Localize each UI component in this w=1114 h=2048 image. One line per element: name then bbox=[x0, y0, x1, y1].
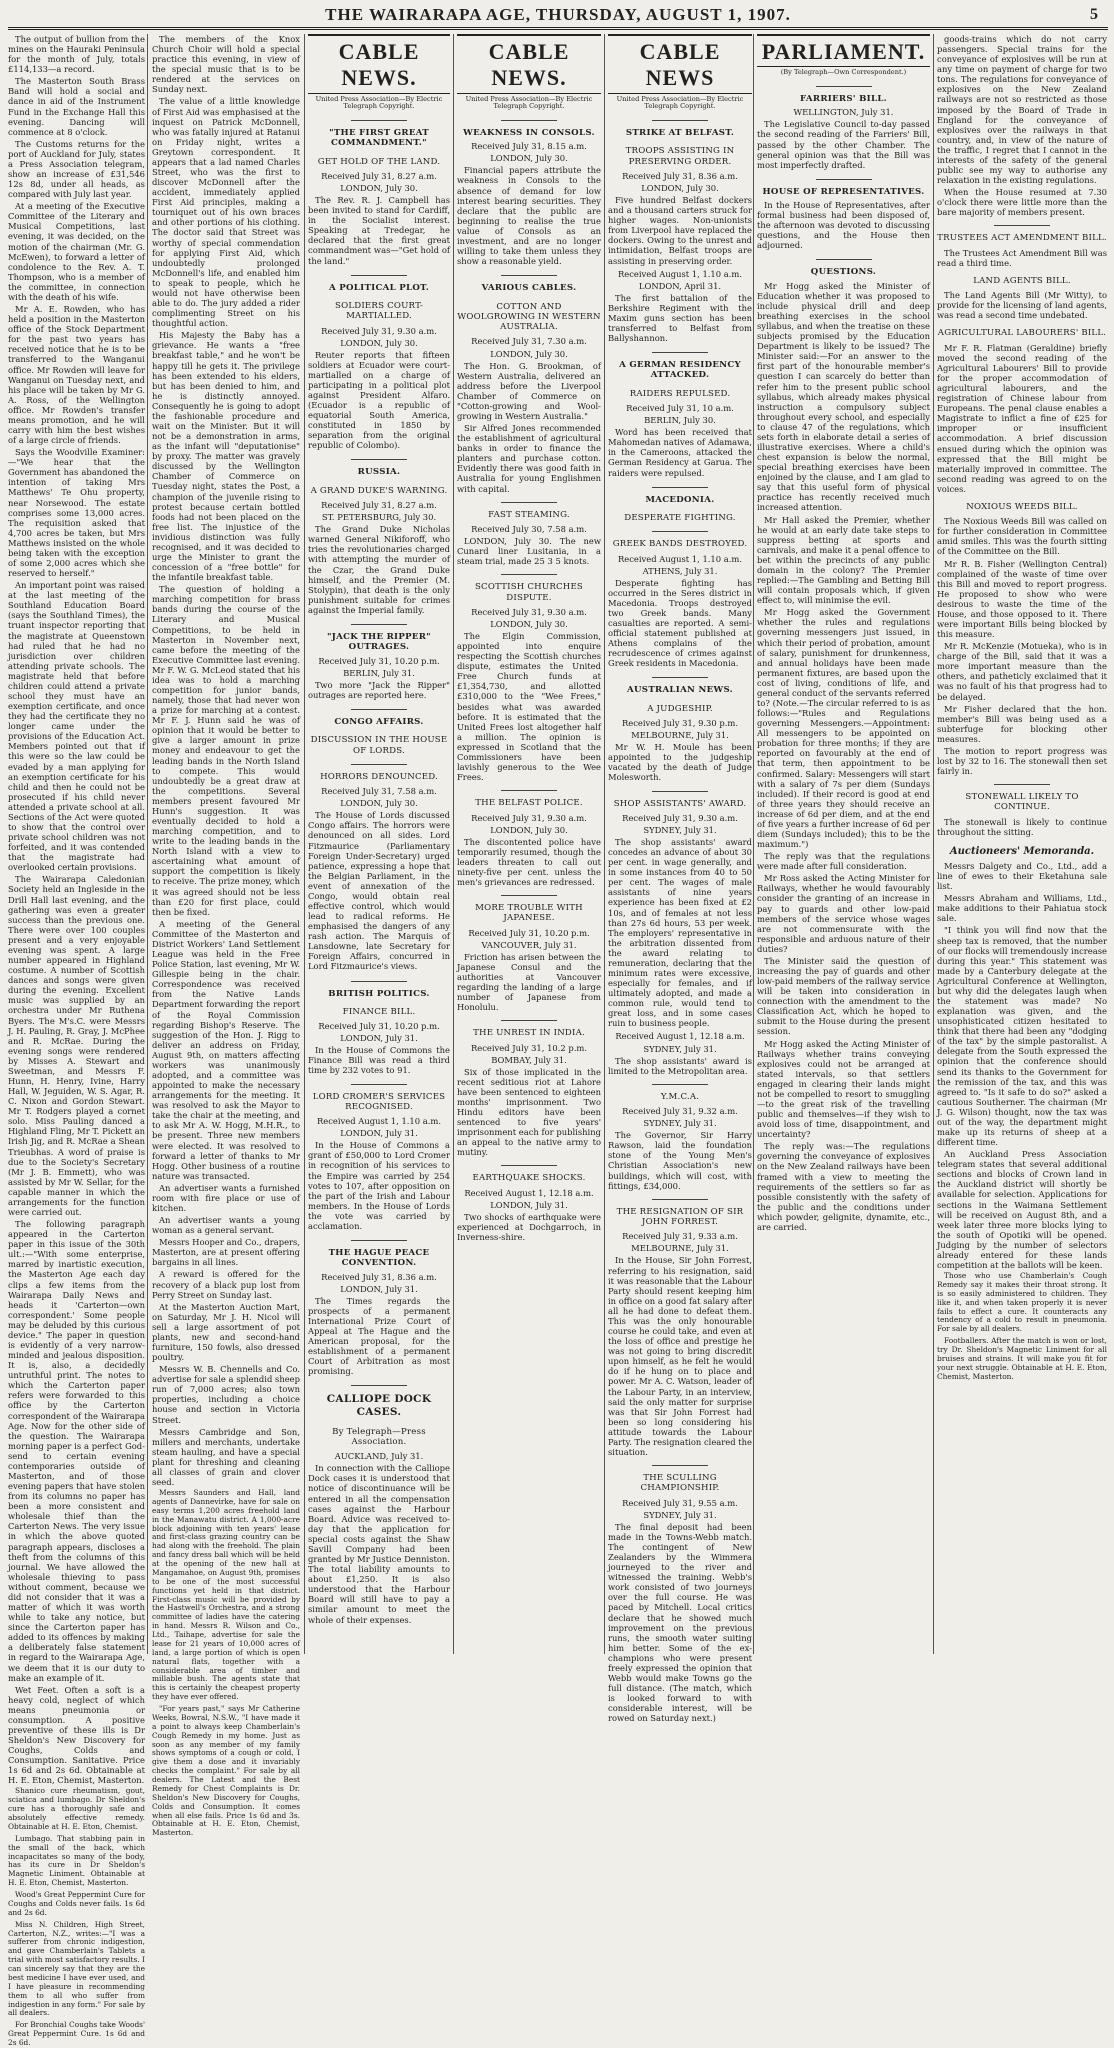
subheadline: STONEWALL LIKELY TO CONTINUE. bbox=[937, 784, 1107, 813]
column-rule bbox=[604, 34, 605, 1654]
column-rule bbox=[753, 34, 754, 1654]
advertisement: Lumbago. That stabbing pain in the small of the back, which incapacitates so many of the body, has its cure in Dr Sheldon's Magnetic Liniment. Obtainable at H. E. Eton, Chemist, Masterton. bbox=[8, 1833, 145, 1888]
column-rule bbox=[933, 34, 934, 1654]
column-7 bbox=[937, 34, 1107, 1654]
received-line: Received July 31, 9.30 a.m. bbox=[471, 606, 587, 617]
dateline: SYDNEY, July 31. bbox=[643, 1509, 717, 1520]
headline: THE HAGUE PEACE CONVENTION. bbox=[308, 1240, 450, 1269]
subheadline: FINANCE BILL. bbox=[342, 1006, 416, 1017]
column-rule bbox=[304, 34, 305, 1654]
received-line: Received July 31, 10.20 p.m. bbox=[318, 1021, 440, 1032]
paragraph: The Trustees Act Amendment Bill was read a third time. bbox=[937, 247, 1107, 268]
paragraph: Says the Woodville Examiner:—"We hear that the Government has abandoned the intention of taking Mrs Matthews' Te Ohu property, near Norsewood. The estate comprises some 13,000 acres. The requisition asked that 4,700 acres be taken, but Mrs Matthews insisted on the whole being taken with the exception of some 2,000 acres which she reserved to herself." bbox=[8, 447, 145, 579]
subheadline: DISCUSSION IN THE HOUSE OF LORDS. bbox=[310, 735, 448, 756]
paragraph: The Noxious Weeds Bill was called on for further consideration in Committee amid smiles. This was the fourth sitting of the Committee on the Bill. bbox=[937, 516, 1107, 557]
subheadline: GET HOLD OF THE LAND. bbox=[317, 156, 441, 167]
received-line: Received August 1, 1.10 a.m. bbox=[617, 268, 743, 279]
paragraph: Mr Hogg asked the Acting Minister of Railways whether trains conveying explosives could not be arranged at stated intervals, so that settlers engaged in clearing their lands might not be compelled to resort to smuggling—to the great risk of the travelling public and themselves—if they wish to avoid loss of time, disappointment, and uncertainty? bbox=[757, 1038, 930, 1140]
advertisement: Messrs Saunders and Hall, land agents of Dannevirke, have for sale on easy terms 1,200 acres freehold land in the Manawatu district. A 1,000-acre block adjoining with ten years' lease and first-class grazing country can be had along with the freehold. The plain and fancy dress ball which will be held at the opening of the new hall at Mangamahoe, on August 9th, promises to be one of the most successful functions yet held in that district. First-class music will be provided by the Hastwell's Orchestra, and a strong committee of ladies have the catering in hand. Messrs R. Wilson and Co., Ltd., Taihape, advertise for sale the lease for 21 years of 10,000 acres of land, a large portion of which is open natural flats, together with a considerable area of timber and millable bush. The agents state that this is certainly the cheapest property they have ever offered. bbox=[152, 1488, 300, 1702]
dateline: WELLINGTON, July 31. bbox=[793, 107, 894, 118]
column-5 bbox=[608, 34, 753, 1724]
paragraph: The Governor, Sir Harry Rawson, laid the foundation stone of the Young Men's Christian Association's new buildings, which will cost, with fittings, £34,000. bbox=[608, 1130, 752, 1191]
paragraph: Messrs Hooper and Co., drapers, Masterton, are at present offering bargains in all lines. bbox=[152, 1237, 300, 1268]
dateline: LONDON, July 30. bbox=[490, 348, 568, 359]
paragraph: In the House, Sir John Forrest, referring to his resignation, said it was reasonable that the Labour Party should resent keeping him in office on a good fat salary after all he had done to defeat them. This was the only honourable course he could take, and even at the loss of office and prestige he was not going to bring discredit upon himself, as he felt he would do if he hung on to place and power. Mr A. C. Watson, leader of the Labour Party, in an interview, said the only matter for surprise was that Sir John Forrest had been so long considering his attitude towards the Labour Party. The resignation cleared the situation. bbox=[608, 1255, 753, 1457]
dateline: LONDON, July 30. bbox=[490, 618, 568, 629]
dateline: MELBOURNE, July 31. bbox=[631, 730, 729, 741]
paragraph: At a meeting of the Executive Committee of the Literary and Musical Competitions, last evening, it was decided, on the motion of the chairman (Mr. G. McEwen), to forward a letter of condolence to the Rev. A. T. Thompson, who is a member of the committee, in connection with the death of his wife. bbox=[8, 201, 145, 302]
dateline: LONDON, July 30. bbox=[490, 824, 568, 835]
headline: A POLITICAL PLOT. bbox=[308, 275, 450, 293]
column-2 bbox=[152, 34, 300, 1838]
paragraph: Mr Fisher declared that the hon. member's Bill was being used as a subterfuge for blocking other measures. bbox=[937, 703, 1107, 744]
received-line: Received July 31, 9.30 a.m. bbox=[471, 812, 587, 823]
dateline: VANCOUVER, July 31. bbox=[481, 939, 577, 950]
paragraph: The value of a little knowledge of First Aid was emphasised at the inquest on Patrick McDonnell, who was fatally injured at Ratanui on Friday night, writes a Greytown correspondent. It appears that a lad named Charles Street, who was the first to discover McDonnell after the accident, immediately applied First Aid principles, making a tourniquet out of his own braces and other portions of his clothing. The doctor said that Street was worthy of special commendation for applying First Aid, which undoubtedly prolonged McDonnell's life, and enabled him to speak to people, which he would not have otherwise been able to do. The jury added a rider complimenting Street on his thoughtful action. bbox=[152, 96, 300, 329]
advertisement: Footballers. After the match is won or lost, try Dr. Sheldon's Magnetic Liniment for all bruises and strains. It will make you fit for your next struggle. Obtainable at H. E. Eton, Chemist, Masterton. bbox=[937, 1336, 1107, 1381]
paragraph: In the House of Representatives, after formal business had been disposed of, the afternoon was devoted to discussing questions, and the House then adjourned. bbox=[757, 200, 930, 251]
received-line: Received August 1, 12.18 a.m. bbox=[464, 1187, 594, 1198]
headline: VARIOUS CABLES. bbox=[457, 275, 601, 293]
column-rule bbox=[147, 34, 148, 1654]
column-rule bbox=[453, 34, 454, 1654]
received-line: Received July 31, 9.30 p.m. bbox=[621, 718, 739, 729]
column-6 bbox=[757, 34, 930, 1654]
paragraph: Two shocks of earthquake were experienced at Dochgarroch, in Inverness-shire. bbox=[457, 1211, 601, 1243]
paragraph: Mr F. R. Flatman (Geraldine) briefly moved the second reading of the Agricultural Labourers' Bill to provide for the proper accommodation of agricultural labourers, and the registration of Chinese labour from Europeans. The penal clause enables a Magistrate to inflict a fine of £25 for improper or insufficient accommodation. A brief discussion ensued during which the opinion was expressed that the Bill might be materially improved in committee. The second reading was agreed to on the voices. bbox=[937, 342, 1107, 494]
headline: "THE FIRST GREAT COMMANDMENT." bbox=[308, 120, 450, 149]
received-line: Received August 1, 12.18 a.m. bbox=[615, 1031, 745, 1042]
paragraph: Mr Ross asked the Acting Minister for Railways, whether he would favourably consider the granting of an increase in pay to guards and other low-paid members of the service whose wages are not commensurate with the responsible and arduous nature of their duties? bbox=[757, 873, 930, 954]
press-credit: (By Telegraph—Own Correspondent.) bbox=[780, 68, 907, 77]
paragraph: Messrs Dalgety and Co., Ltd., add a line of ewes to their Eketahuna sale list. bbox=[937, 860, 1107, 892]
subheadline: THE BELFAST POLICE. bbox=[457, 790, 601, 808]
masthead-title: THE WAIRARAPA AGE, THURSDAY, AUGUST 1, 1907. bbox=[325, 5, 791, 24]
dateline: LONDON, July 31. bbox=[340, 1128, 418, 1139]
dateline: LONDON, July 30. bbox=[340, 798, 418, 809]
subheadline: A JUDGESHIP. bbox=[647, 703, 713, 714]
paragraph: LONDON, July 30. The new Cunard liner Lusitania, in a steam trial, made 25 3 5 knots. bbox=[457, 536, 601, 567]
headline: HOUSE OF REPRESENTATIVES. bbox=[757, 179, 930, 197]
paragraph: Wet Feet. Often a soft is a heavy cold, neglect of which means pneumonia or consumption. A positive preventive of these ills is Dr Sheldon's New Discovery for Coughs, Colds and Consumption. Sanitative. Price 1s 6d and 2s 6d. Obtainable at H. E. Eton, Chemist, Masterton. bbox=[8, 1684, 145, 1786]
page-number: 5 bbox=[1090, 6, 1098, 23]
paragraph: Sir Alfred Jones recommended the establishment of agricultural banks in order to finance the planters and purchase cotton. Evidently there was good faith in Australia for young Englishmen with capital. bbox=[457, 423, 601, 494]
received-line: Received August 1, 1.10 a.m. bbox=[316, 1116, 442, 1127]
paragraph: Mr R. McKenzie (Motueka), who is in charge of the Bill, said that it was a more important measure than the others, and patheticly exclaimed that it was no fault of his that progress had to be delayed. bbox=[937, 641, 1107, 702]
headline: QUESTIONS. bbox=[757, 259, 930, 277]
subheadline: THE SCULLING CHAMPIONSHIP. bbox=[608, 1465, 752, 1494]
paragraph: The reply was:—The regulations governing the conveyance of explosives on the New Zealand railways have been framed with a view to meeting the requirements of the settlers so far as possible consistently with the safety of the public and the conditions under which powder, gelignite, dynamite, etc., are carried. bbox=[757, 1141, 930, 1232]
masthead bbox=[8, 4, 1108, 30]
paragraph: Friction has arisen between the Japanese Consul and the authorities at Vancouver regarding the landing of a large number of Japanese from Honolulu. bbox=[457, 951, 601, 1013]
paragraph: The Rev. R. J. Campbell has been invited to stand for Cardiff, in the Socialist interest. Speaking at Tredegar, he declared that the first great commandment was—"Get hold of the land." bbox=[308, 195, 450, 266]
paragraph: The members of the Knox Church Choir will hold a special practice this evening, in view of the special music that is to be rendered at the services on Sunday next. bbox=[152, 34, 300, 95]
received-line: Received July 31, 10.20 p.m. bbox=[468, 927, 590, 938]
dateline: BOMBAY, July 31. bbox=[491, 1054, 567, 1065]
subheadline: TRUSTEES ACT AMENDMENT BILL. bbox=[937, 225, 1107, 243]
advertisement: Miss N. Children, High Street, Carterton, N.Z., writes:—"I was a sufferer from chronic indigestion, and gave Chamberlain's Tablets a trial with most satisfactory results. I can sincerely say that they are the best medicine I have ever used, and I have pleasure in recommending them to all who suffer from indigestion in any form." For sale by all dealers. bbox=[8, 1919, 145, 2018]
paragraph: Two more "Jack the Ripper" outrages are reported here. bbox=[308, 679, 450, 700]
paragraph: A reward is offered for the recovery of a black pup lost from Perry Street on Sunday last. bbox=[152, 1269, 300, 1300]
subheadline: LORD CROMER'S SERVICES RECOGNISED. bbox=[308, 1084, 450, 1113]
subheadline: LAND AGENTS BILL. bbox=[973, 275, 1071, 286]
subheadline: COTTON AND WOOLGROWING IN WESTERN AUSTRALIA. bbox=[457, 301, 601, 333]
paragraph: Mr A. E. Rowden, who has held a position in the Masterton office of the Stock Department for the past two years has received notice that he is to be transferred to the Wanganui office. Mr Rowden will leave for Wanganui on Tuesday next, and his place will be taken by Mr G. A. Ross, of the Wellington office. Mr Rowden's transfer means promotion, and he will carry with him the best wishes of a large circle of friends. bbox=[8, 304, 145, 446]
paragraph: The Hon. G. Brookman, of Western Australia, delivered an address before the Liverpool Chamber of Commerce on "Cotton-growing and Wool-growing in Western Australia." bbox=[457, 360, 601, 421]
paragraph: Reuter reports that fifteen soldiers at Ecuador were court-martialled on a charge of participating in a political plot against President Alfaro. (Ecuador is a republic of equatorial South America, constituted in 1850 by separation from the original republic of Colombo). bbox=[308, 349, 450, 451]
received-line: Received July 31, 8.27 a.m. bbox=[321, 500, 437, 511]
received-line: Received July 31, 9.30 a.m. bbox=[321, 325, 437, 336]
headline: "JACK THE RIPPER" OUTRAGES. bbox=[308, 624, 450, 653]
paragraph: Mr R. B. Fisher (Wellington Central) complained of the waste of time over this Bill and moved to report progress. He proposed to show who were desirous to waste the time of the House, and those opposed to it. There were important Bills being blocked by this measure. bbox=[937, 558, 1107, 640]
dateline: ATHENS, July 31. bbox=[642, 565, 718, 576]
press-credit: United Press Association—By Electric Telegraph Copyright. bbox=[315, 94, 443, 111]
dateline: LONDON, July 30. bbox=[641, 182, 719, 193]
subheadline: TROOPS ASSISTING IN PRESERVING ORDER. bbox=[625, 146, 735, 167]
paragraph: An advertiser wants a furnished room with fire place or use of kitchen. bbox=[152, 1182, 300, 1213]
paragraph: In the House of Commons a grant of £50,000 to Lord Cromer in recognition of his services to the Empire was carried by 254 votes to 107, after opposition on the part of the Irish and Labour members. In the House of Lords the vote was carried by acclamation. bbox=[308, 1140, 450, 1231]
paragraph: The House of Lords discussed Congo affairs. The horrors were denounced on all sides. Lord Fitzmaurice (Parliamentary Foreign Under-Secretary) urged patience, expressing a hope that the Belgian Parliament, in the event of annexation of the Congo, would obtain real effective control, which would lead to radical reforms. He emphasised the dangers of any rash action. The Marquis of Lansdowne, late Secretary for Foreign Affairs, concurred in Lord Fitzmaurice's views. bbox=[308, 810, 450, 972]
advertisement: Those who use Chamberlain's Cough Remedy say it makes their throat strong. It is so easily administered to children. They like it, and when taken properly it is never fails to effect a cure. It counteracts any tendency of a cold to result in pneumonia. For sale by all dealers. bbox=[937, 1271, 1107, 1334]
paragraph: The reply was that the regulations were made after full consideration. bbox=[757, 851, 930, 872]
subheadline: Y.M.C.A. bbox=[608, 1084, 752, 1102]
subheadline: HORRORS DENOUNCED. bbox=[308, 764, 450, 782]
column-1 bbox=[8, 34, 145, 2048]
paragraph: An important point was raised at the last meeting of the Southland Education Board (says the Southland Times), the truant inspector reporting that the magistrate at Queenstown had ruled that he had no jurisdiction over children attending private schools. The magistrate held that before children could attend a private school they must have an exemption certificate, and once they had the certificate they no longer came under the provisions of the Education Act. Members pointed out that if this were so the law could be evaded by a man applying for an exemption certificate for his child and then he could not be prosecuted if his child never attended a private school at all. Sections of the Act were quoted to show that the control over private school children was not forfeited, and it was contended that the magistrate had overlooked certain provisions. bbox=[8, 580, 145, 873]
paragraph: The question of holding a marching competition for brass bands during the course of the Literary and Musical Competitions, to be held in Masterton in November next, came before the meeting of the Executive Committee last evening. Mr F. W. G. McLeod stated that his idea was to hold a marching competition for junior bands, namely, those that had never won a prize for marching at a contest. Mr F. J. Hunn said he was of opinion that it would be better to give a larger amount in prize money and endeavour to get the leading bands in the North Island to compete. This would undoubtedly be a great draw at the competitions. Several members present favoured Mr Hunn's suggestion. It was eventually decided to hold a marching competition, and to write to the leading bands in the North Island with a view to ascertaining what amount of support the competition is likely to receive. The prize money, which it was agreed should not be less than £20 for first place, could then be fixed. bbox=[152, 584, 300, 917]
received-line: Received July 31, 10.20 p.m. bbox=[318, 655, 440, 666]
received-line: Received July 30, 7.58 a.m. bbox=[471, 523, 587, 534]
paragraph: Five hundred Belfast dockers and a thousand carters struck for higher wages. Non-unionists from Liverpool have replaced the dockers. Owing to the unrest and intimidation, Belfast troops are assisting in preserving order. bbox=[608, 195, 752, 266]
dateline: SYDNEY, July 31. bbox=[643, 824, 717, 835]
paragraph: Messrs Cambridge and Son, millers and merchants, undertake steam hauling, and have a special plant for threshing and cleaning all classes of grain and clover seed. bbox=[152, 1426, 300, 1488]
received-line: Received July 31, 8.36 a.m. bbox=[622, 170, 738, 181]
advertisement: Shanico cure rheumatism, gout, sciatica and lumbago. Dr Sheldon's cure has a thoroughly safe and absolutely effective remedy. Obtainable at H. E. Eton, Chemist. bbox=[8, 1786, 145, 1831]
paragraph: Mr Hogg asked the Government whether the rules and regulations governing messengers just issued, in which their period of probation, amount of salary, punishment for drunkenness, and annual holidays have been made permanent fixtures, are based upon the cost of living, conditions of life, and general conduct of the servants referred to? (Note.—The circular referred to is as follows:—"Rules and Regulations governing Messengers.—Appointment: All messengers to be appointed on probation for three months; if they are reported on favourably at the end of that term, then appointment to be confirmed. Salary: Messengers will start with a salary of 7s per diem (Sundays included). If their record is good at end of three years they should receive an increase of 6d per diem, and at the end of five years a further increase of 6d per diem (Sundays included); this to be the maximum.") bbox=[757, 607, 930, 850]
paragraph: The shop assistants' award is limited to the Metropolitan area. bbox=[608, 1055, 752, 1076]
received-line: Received July 31, 7.30 a.m. bbox=[471, 336, 587, 347]
paragraph: "I think you will find now that the sheep tax is removed, that the number of our flocks will tremendously increase during this year." This statement was made by a Canterbury delegate at the Agricultural Conference at Wellington, but why did the delegates laugh when the statement was made? No explanation was given, and the unsophisticated citizen hesitated to think that there had been any "dodging of the tax" by the simple pastoralist. A delegate from the South expressed the opinion that the conference should send its thanks to the Government for the remission of the tax, and this was agreed to. "Is it safe to do so?" asked a cautious Southerner. The chairman (Mr J. G. Wilson) thought, now the tax was out of the way, the department might make up its returns of sheep at a different time. bbox=[937, 925, 1107, 1148]
received-line: Received August 1, 1.10 a.m. bbox=[617, 553, 743, 564]
paragraph: Mr Hall asked the Premier, whether he would at an early date take steps to suppress betting at sports and carnivals, and make it a penal offence to bet within the precincts of any public domain in the colony? The Premier replied:—The Gambling and Betting Bill will contain proposals which, if given effect to, will minimise the evil. bbox=[757, 514, 930, 606]
paragraph: Mr Hogg asked the Minister of Education whether it was proposed to include physical drill and deep breathing exercises in the school syllabus, and when the treatise on these subjects promised by the Education Department is likely to be issued? The Minister said:—For an answer to the first part of the honourable member's question I can scarcely do better than refer him to the present public school syllabus, which already makes physical instruction a compulsory subject throughout every school, and especially to clause 47 of the regulations, which sets forth in elaborate detail a series of illustrative exercises. Where a child's chest expansion is below the normal, special breathing exercises have been enjoined by the clause, and I am glad to say that this useful form of physical practice has recently received much increased attention. bbox=[757, 280, 930, 513]
advertisement: "For years past," says Mr Catherine Weeks, Bowral, N.S.W., "I have made it a point to always keep Chamberlain's Cough Remedy in my home. Just as soon as any member of my family shows symptoms of a cough or cold, I give them a dose and it invariably checks the complaint." For sale by all dealers. The Latest and the Best Remedy for Chest Complaints is Dr. Sheldon's New Discovery for Coughs, Colds and Consumption. It comes when all else fails. Price 1s 6d and 3s. Obtainable at H. E. Eton, Chemist, Masterton. bbox=[152, 1704, 300, 1838]
paragraph: Word has been received that Mahomedan natives of Adamawa, in the Cameroons, attacked the German Residency at Garua. The raiders were repulsed. bbox=[608, 427, 752, 478]
headline: BRITISH POLITICS. bbox=[308, 981, 450, 999]
paragraph: In the House of Commons the Finance Bill was read a third time by 232 votes to 91. bbox=[308, 1045, 450, 1076]
paragraph: The final deposit had been made in the Towns-Webb match. The contingent of New Zealanders by the Wimmera journeyed to the river and witnessed the training. Webb's work consisted of two journeys over the full course. He was paced by Mitchell. Local critics declare that he showed much improvement on the previous runs, the smooth water suiting him better. Some of the ex-champions who were present freely expressed the opinion that Webb would make Towns go the full distance. (The match, which is looked forward to with considerable interest, will be rowed on Saturday next.) bbox=[608, 1521, 752, 1724]
dateline: ST. PETERSBURG, July 30. bbox=[321, 512, 437, 523]
subheadline: MORE TROUBLE WITH JAPANESE. bbox=[457, 895, 601, 924]
paragraph: Financial papers attribute the weakness in Consols to the absence of demand for low interest bearing securities. They declare that the public are beginning to realise the true value of Consols as an investment, and are no longer willing to take them unless they show a reasonable yield. bbox=[457, 165, 601, 267]
received-line: Received July 31, 8.36 a.m. bbox=[321, 1271, 437, 1282]
subheadline: DESPERATE FIGHTING. bbox=[624, 512, 736, 523]
paragraph: The Wairarapa Caledonian Society held an Ingleside in the Drill Hall last evening, and the gathering was even a greater success than the previous one. There were over 100 couples present and a very enjoyable evening was spent. A large number appeared in Highland costume. A number of Scottish dances and songs were given during the evening. Excellent music was supplied by an orchestra under Mr Ruthena Byers. The M's.C. were Messrs J. H. Pauling, R. Gray, J. McPhee and R. McRae. During the evening songs were rendered by Misses A. Stewart and Sweetman, and Messrs F. Hunn, H. Henry, Ivine, Harry Hall, W. Jeguiden, W. S. Agar, R. C. Nixon and Gordon Stewart. Mr T. Rodgers played a cornet solo. Miss Pauling danced a Highland Fling, Mr T. Pickett an Irish Jig, and R. McRae a Shean Trieubhas. A word of praise is due to the Society's Secretary (Mr J. B. Emmett), who was assisted by Mr W. Sellar, for the capable manner in which the arrangements for the function were carried out. bbox=[8, 874, 145, 1217]
paragraph: The Elgin Commission, appointed into enquire respecting the Scottish churches dispute, estimates the United Free Church funds at £1,354,730, and allotted £310,000 to the "Wee Frees," besides what was awarded before. It is estimated that the United Frees lost altogether half a million. The opinion is expressed in Scotland that the Commissioners have been lavishly generous to the Wee Frees. bbox=[457, 631, 601, 783]
subheadline: GREEK BANDS DESTROYED. bbox=[608, 531, 752, 549]
subheadline: By Telegraph—Press Association. bbox=[332, 1426, 426, 1447]
auctioneers-heading: Auctioneers' Memoranda. bbox=[949, 845, 1095, 857]
dateline: LONDON, July 31. bbox=[340, 1283, 418, 1294]
paragraph: The Masterton South Brass Band will hold a social and dance in aid of the Instrument Fund in the Exchange Hall this evening. Dancing will commence at 8 o'clock. bbox=[8, 76, 145, 137]
headline: STRIKE AT BELFAST. bbox=[608, 120, 752, 138]
headline: RUSSIA. bbox=[308, 459, 450, 477]
dateline: LONDON, July 30. bbox=[340, 182, 418, 193]
paragraph: At the Masterton Auction Mart, on Saturday, Mr J. H. Nicol will sell a large assortment of pot plants, new and second-hand furniture, 150 fowls, also dressed poultry. bbox=[152, 1301, 300, 1363]
headline: CONGO AFFAIRS. bbox=[308, 709, 450, 727]
received-line: Received July 31, 9.32 a.m. bbox=[622, 1106, 738, 1117]
received-line: Received July 31, 7.58 a.m. bbox=[321, 786, 437, 797]
dateline: BERLIN, July 31. bbox=[343, 667, 415, 678]
dateline: SYDNEY, July 31. bbox=[643, 1118, 717, 1129]
headline: FARRIERS' BILL. bbox=[757, 86, 930, 104]
paragraph: A meeting of the General Committee of the Masterton and District Workers' Land Settlement League was held in the Free Police Station, last evening, Mr W. Gillespie being in the chair. Correspondence was received from the Native Lands Department forwarding the report of the Royal Commission regarding Bishop's Reserve. The suggestion of the Hon. J. Rigg to deliver an address on Friday, August 9th, on matters affecting workers was unanimously adopted, and a committee was appointed to make the necessary arrangements for the meeting. It was resolved to ask the Mayor to take the chair at the meeting, and to ask Mr A. W. Hogg, M.H.R., to be present. Three new members were elected. It was resolved to forward a letter of thanks to Mr Hogg. Other business of a routine nature was transacted. bbox=[152, 918, 300, 1181]
subheadline: NOXIOUS WEEDS BILL. bbox=[966, 501, 1078, 512]
press-credit: United Press Association—By Electric Telegraph Copyright. bbox=[465, 94, 593, 111]
paragraph: The first battalion of the Berkshire Regiment with the Maxim guns section has been transferred to Belfast from Ballyshannon. bbox=[608, 292, 752, 344]
paragraph: The Times regards the prospects of a permanent International Prize Court of Appeal at The Hague and the American proposal, for the establishment of a permanent Court of Arbitration as most promising. bbox=[308, 1295, 450, 1377]
received-line: Received July 31, 9.33 a.m. bbox=[622, 1231, 738, 1242]
dateline: MELBOURNE, July 31. bbox=[631, 1243, 729, 1254]
received-line: Received July 31, 9.30 a.m. bbox=[622, 812, 738, 823]
paragraph: Desperate fighting has occurred in the Seres district in Macedonia. Troops destroyed two Greek bands. Many casualties are reported. A semi-official statement published at Athens complains of the recrudescence of crimes against Greek residents in Macedonia. bbox=[608, 577, 752, 669]
subheadline: SOLDIERS COURT-MARTIALLED. bbox=[335, 300, 423, 322]
subheadline: RAIDERS REPULSED. bbox=[629, 388, 731, 399]
advertisement: For Bronchial Coughs take Woods' Great Peppermint Cure. 1s 6d and 2s 6d. bbox=[8, 2020, 145, 2048]
headline: CALLIOPE DOCK CASES. bbox=[308, 1385, 450, 1418]
column-4 bbox=[457, 34, 601, 1654]
dateline: SYDNEY, July 31. bbox=[643, 1043, 717, 1054]
subheadline: A GRAND DUKE'S WARNING. bbox=[310, 485, 448, 496]
dateline: LONDON, July 30. bbox=[340, 337, 418, 348]
column-3 bbox=[308, 34, 450, 1654]
paragraph: The Land Agents Bill (Mr Witty), to provide for the licensing of land agents, was read a second time undebated. bbox=[937, 290, 1107, 321]
paragraph: His Majesty the Baby has a grievance. He wants a "free breakfast table," and he won't be happy till he gets it. The privilege has been extended to his elders, but has been denied to him, and he is distinctly annoyed. Consequently he is going to adopt the fashionable procedure and wait on the Minister. But it will not be a demonstration in arms, as the infant will "deputationise" by proxy. The matter was gravely discussed by the Wellington Chamber of Commerce on Tuesday night, states the Post, a champion of the juvenile rising to protest because certain bottled foods had not been placed on the free list. The injustice of the invidious distinction was fully recognised, and it was decided to urge the Minister to grant the concession of a "free bottle" for the infantile breakfast table. bbox=[152, 330, 300, 583]
subheadline: SCOTTISH CHURCHES DISPUTE. bbox=[457, 574, 601, 603]
paragraph: The Minister said the question of increasing the pay of guards and other low-paid members of the railway service will be taken into consideration in connection with the amendment to the Classification Act, which he hoped to submit to the House during the present session. bbox=[757, 955, 930, 1037]
received-line: Received July 31, 9.55 a.m. bbox=[622, 1497, 738, 1508]
paragraph: The Customs returns for the port of Auckland for July, states a Press Association telegram, show an increase of £31,546 12s 8d, under all heads, as compared with July last year. bbox=[8, 138, 145, 200]
headline: A GERMAN RESIDENCY ATTACKED. bbox=[608, 352, 752, 381]
received-line: Received July 31, 10 a.m. bbox=[626, 403, 734, 414]
cable-news-heading: PARLIAMENT. bbox=[757, 34, 930, 67]
subheadline: FAST STEAMING. bbox=[457, 502, 601, 520]
dateline: LONDON, July 31. bbox=[490, 1199, 568, 1210]
paragraph: An Auckland Press Association telegram states that several additional sections and blocks of Crown land in the Auckland district will shortly be available for selection. Applications for sections in the Waimana Settlement will be received on August 8th, and a week later three more blocks lying to the south of Opotiki will be opened. Judging by the number of selectors already entered for these lands competition at the ballots will be keen. bbox=[937, 1149, 1107, 1270]
subheadline: SHOP ASSISTANTS' AWARD. bbox=[608, 791, 752, 809]
subheadline: AGRICULTURAL LABOURERS' BILL. bbox=[937, 328, 1107, 339]
received-line: Received July 31, 8.15 a.m. bbox=[471, 141, 587, 152]
paragraph: When the House resumed at 7.30 o'clock there were little more than the bare majority of members present. bbox=[937, 187, 1107, 218]
paragraph: The output of bullion from the mines on the Hauraki Peninsula for the month of July, totals £114,133—a record. bbox=[8, 34, 145, 75]
dateline: LONDON, July 31. bbox=[340, 1033, 418, 1044]
paragraph: goods-trains which do not carry passengers. Special trains for the conveyance of explosives will be run at any time on payment of charge for two tons. The regulations for conveyance of explosives on the New Zealand railways are not so restricted as those imposed by the Board of Trade in England for the conveyance of explosives over the railways in that country, and, in view of the nature of the traffic, I regret that I cannot in the interests of the safety of the general public see my way to authorise any relaxation in the existing regulations. bbox=[937, 34, 1107, 186]
paragraph: The Grand Duke Nicholas warned General Nikiforoff, who tries the revolutionaries charged with attempting the murder of the Czar, the Grand Duke himself, and the Premier (M. Stolypin), that death is the only punishment suitable for crimes against the Imperial family. bbox=[308, 524, 450, 615]
paragraph: The following paragraph appeared in the Carterton paper in this issue of the 30th ult.:—"With some enterprise, marred by inartistic execution, the Masterton Age each day clips a few items from the Wairarapa Daily News and heads it 'Carterton—own correspondent.' Some people may be deluded by this curious device." The paper in question is evidently of a very narrow-minded and jealous disposition. It is, also, a decidedly untruthful print. The notes to which the Carterton paper refers were forwarded to this office by the Carterton correspondent of the Wairarapa Age. Now for the other side of the question. The Wairarapa morning paper is a perfect God-send to certain evening contemporaries outside of Masterton, and of those evening papers that have stolen from its columns no paper has been a more consistent and wholesale thief than the Carterton News. The very issue in which the above quoted paragraph appears, discloses a theft from the columns of this journal. We have allowed the wholesale thieving to pass without comment, because we did not consider that it was a matter of which it was worth while to take any notice, but since the Carterton paper has added to its offences by making a deliberately false statement in regard to the Wairarapa Age, we deem that it is our duty to make an example of it. bbox=[8, 1219, 145, 1683]
dateline: AUCKLAND, July 31. bbox=[334, 1451, 424, 1462]
cable-news-heading: CABLE NEWS bbox=[608, 34, 752, 94]
received-line: Received July 31, 8.27 a.m. bbox=[321, 170, 437, 181]
press-credit: United Press Association—By Electric Telegraph Copyright. bbox=[616, 94, 744, 111]
received-line: Received July 31, 10.2 p.m. bbox=[470, 1042, 588, 1053]
cable-news-heading: CABLE NEWS. bbox=[457, 34, 601, 94]
paragraph: Mr W. H. Moule has been appointed to the judgeship vacated by the death of Judge Molesworth. bbox=[608, 742, 752, 783]
paragraph: Messrs Abraham and Williams, Ltd., make additions to their Pahiatua stock sale. bbox=[937, 893, 1107, 924]
headline: MACEDONIA. bbox=[608, 487, 752, 505]
paragraph: In connection with the Calliope Dock cases it is understood that notice of discontinuance will be entered in all the compensation cases against the Harbour Board. Advice was received to-day that the application for special costs against the Shaw Savill Company had been granted by Mr Justice Denniston. The total liability amounts to about £1,250. It is also understood that the Harbour Board will still have to pay a similar amount to meet the whole of their expenses. bbox=[308, 1463, 450, 1625]
headline: WEAKNESS IN CONSOLS. bbox=[457, 120, 601, 138]
subheadline: EARTHQUAKE SHOCKS. bbox=[457, 1165, 601, 1183]
paragraph: Six of those implicated in the recent seditious riot at Lahore have been sentenced to eighteen months' imprisonment. Two Hindu editors have been sentenced to five years' imprisonment each for publishing an appeal to the native army to mutiny. bbox=[457, 1066, 601, 1158]
subheadline: THE RESIGNATION OF SIR JOHN FORREST. bbox=[608, 1199, 752, 1228]
headline: AUSTRALIAN NEWS. bbox=[608, 677, 752, 695]
subheadline: THE UNREST IN INDIA. bbox=[457, 1020, 601, 1038]
paragraph: The discontented police have temporarily resumed, though the leaders threaten to call out ninety-five per cent. unless the men's grievances are redressed. bbox=[457, 836, 601, 887]
paragraph: The Legislative Council to-day passed the second reading of the Farriers' Bill, passed by the other Chamber. The general opinion was that the Bill was most imperfectly drafted. bbox=[757, 119, 930, 170]
dateline: BERLIN, July 30. bbox=[644, 415, 716, 426]
paragraph: The stonewall is likely to continue throughout the sitting. bbox=[937, 816, 1107, 837]
paragraph: An advertiser wants a young woman as a general servant. bbox=[152, 1215, 300, 1236]
dateline: LONDON, April 31. bbox=[638, 280, 722, 291]
cable-news-heading: CABLE NEWS. bbox=[308, 34, 450, 94]
paragraph: Messrs W. B. Chennells and Co. advertise for sale a splendid sheep run of 7,000 acres; also town properties, including a choice house and section in Victoria Street. bbox=[152, 1364, 300, 1425]
paragraph: The shop assistants' award concedes an advance of about 30 per cent. in wage generally, and in some instances from 40 to 50 per cent. The wages of male assistants of nine years experience has been fixed at £2 10s, and of females at not less than 27s 6d hours, 53 per week. The employers' representative in the arbitration dissented from the award relating to remuneration, declaring that the minimum rates were excessive, especially for females, and if ultimately adopted, and made a common rule, would tend to great loss, and in some cases ruin to business people. bbox=[608, 836, 752, 1029]
advertisement: Wood's Great Peppermint Cure for Coughs and Colds never fails. 1s 6d and 2s 6d. bbox=[8, 1890, 145, 1917]
paragraph: The motion to report progress was lost by 32 to 16. The stonewall then set fairly in. bbox=[937, 745, 1107, 777]
dateline: LONDON, July 30. bbox=[490, 153, 568, 164]
